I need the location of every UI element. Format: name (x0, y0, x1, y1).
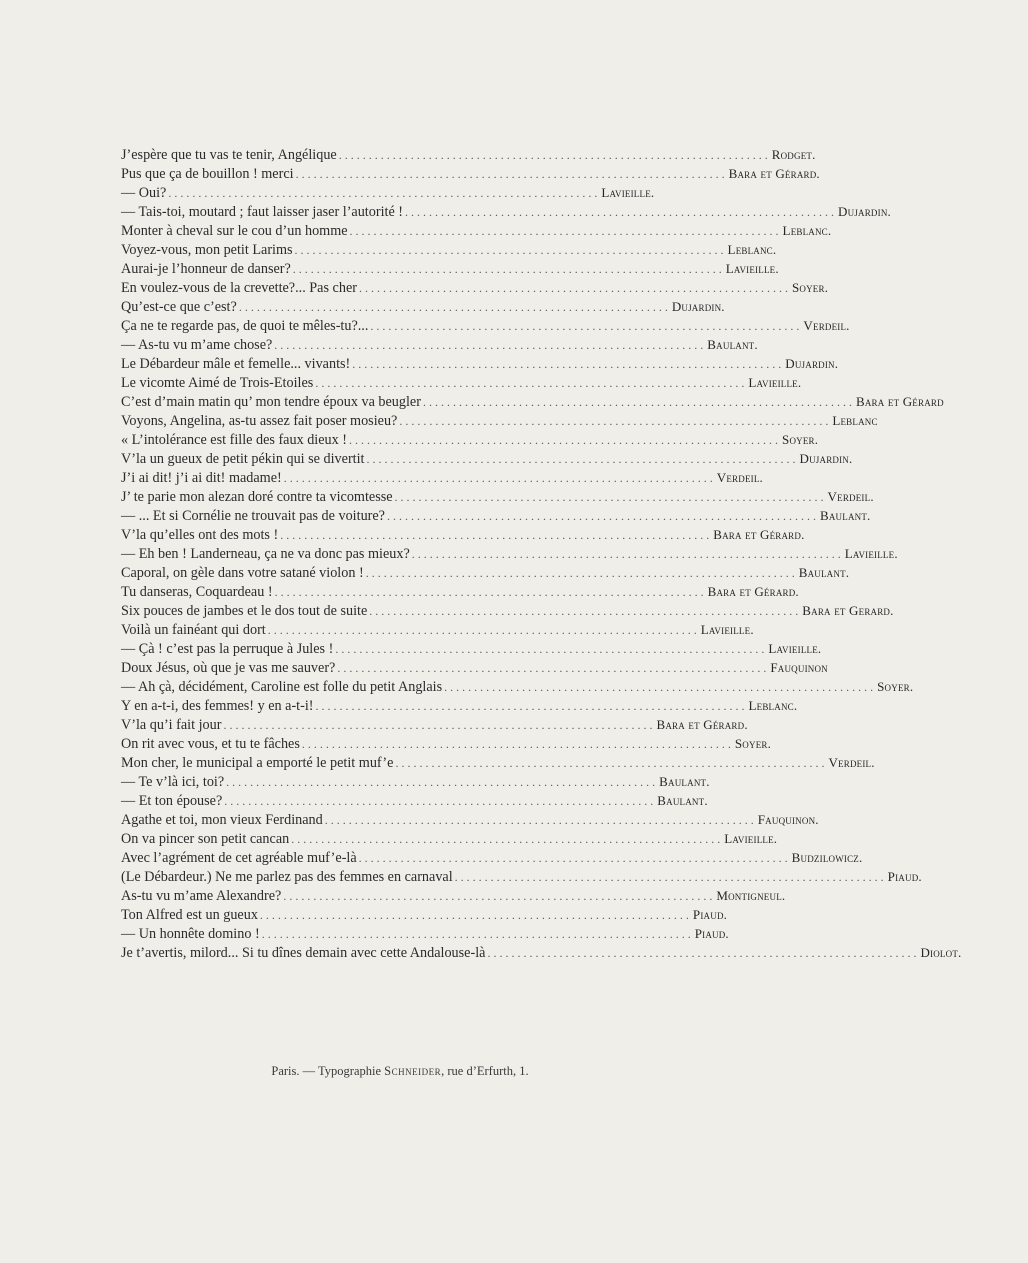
entry-quote: Je t’avertis, milord... Si tu dînes demain avec cette Andalouse-là (121, 945, 486, 961)
index-entry (121, 829, 778, 848)
index-entry (121, 886, 786, 905)
entry-author: Piaud. (694, 926, 729, 941)
entry-author: Baulant. (798, 565, 850, 580)
entry-quote: Tu danseras, Coquardeau ! (121, 584, 273, 600)
index-entry (121, 867, 922, 886)
index-entry (121, 696, 798, 715)
dot-leader (370, 317, 799, 336)
entry-author: Soyer. (791, 280, 829, 295)
index-entry (121, 715, 748, 734)
dot-leader (423, 393, 852, 412)
entry-author: Soyer. (877, 679, 914, 694)
index-entry (121, 278, 829, 297)
index-entry (121, 392, 944, 411)
index-entry (121, 487, 874, 506)
entry-quote: On rit avec vous, et tu te fâches (121, 736, 300, 752)
entry-quote: — Eh ben ! Landerneau, ça ne va donc pas mieux? (121, 546, 410, 562)
index-entry (121, 924, 729, 943)
entry-quote: — As-tu vu m’ame chose? (121, 337, 273, 353)
entry-author: Bara et Gérard. (728, 166, 820, 181)
dot-leader (349, 431, 778, 450)
entry-author: Lavieille. (768, 641, 822, 656)
printer-imprint (0, 1064, 800, 1079)
index-entry (121, 734, 772, 753)
entry-author: Bara et Gérard. (707, 584, 799, 599)
entry-author: Piaud. (692, 907, 728, 922)
index-entry (121, 772, 710, 791)
imprint-suffix: , rue d’Erfurth, 1. (441, 1064, 529, 1078)
dot-leader (352, 355, 781, 374)
entry-quote: Voilà un fainéant qui dort (121, 622, 266, 638)
entry-author: Lavieille. (725, 261, 779, 276)
dot-leader (274, 336, 703, 355)
entry-quote: Pus que ça de bouillon ! merci (121, 166, 294, 182)
index-entry (121, 449, 853, 468)
index-entry (121, 677, 914, 696)
entry-author: Dujardin. (671, 299, 725, 314)
entry-quote: J’i ai dit! j’i ai dit! madame! (121, 470, 282, 486)
entry-author: Baulant. (707, 337, 758, 352)
entry-author: Verdeil. (828, 755, 875, 770)
entry-author: Lavieille. (748, 375, 802, 390)
entry-quote: Le Débardeur mâle et femelle... vivants! (121, 356, 351, 372)
entry-author: Baulant. (819, 508, 871, 523)
entry-author: Verdeil. (716, 470, 763, 485)
dot-leader (315, 374, 744, 393)
entry-author: Budzilowicz. (791, 850, 863, 865)
entry-quote: Voyez-vous, mon petit Larims (121, 242, 293, 258)
entry-quote: C’est d’main matin qu’ mon tendre époux va beugler (121, 394, 421, 410)
index-entry (121, 544, 898, 563)
entry-quote: Aurai-je l’honneur de danser? (121, 261, 291, 277)
entry-quote: J’espère que tu vas te tenir, Angélique (121, 147, 337, 163)
dot-leader (325, 811, 754, 830)
entry-quote: En voulez-vous de la crevette?... Pas cher (121, 280, 357, 296)
index-entry (121, 905, 728, 924)
dot-leader (455, 868, 884, 887)
entry-quote: — Te v’là ici, toi? (121, 774, 225, 790)
dot-leader (350, 222, 779, 241)
dot-leader (487, 944, 916, 963)
index-entry (121, 202, 891, 221)
entry-quote: Caporal, on gèle dans votre satané violon ! (121, 565, 364, 581)
entry-quote: Ça ne te regarde pas, de quoi te mêles-tu?... (121, 318, 369, 334)
entry-quote: Le vicomte Aimé de Trois-Etoiles (121, 375, 314, 391)
dot-leader (359, 279, 788, 298)
dot-leader (239, 298, 668, 317)
dot-leader (367, 450, 796, 469)
dot-leader (168, 184, 597, 203)
entry-quote: — Et ton épouse? (121, 793, 223, 809)
index-entry (121, 183, 681, 202)
index-entry (121, 411, 878, 430)
entry-quote: As-tu vu m’ame Alexandre? (121, 888, 282, 904)
entry-quote: On va pincer son petit cancan (121, 831, 290, 847)
entry-author: Montigneul. (716, 888, 786, 903)
dot-leader (296, 165, 725, 184)
entry-author: Dujardin. (785, 356, 839, 371)
entry-author: Bara et Gérard. (713, 527, 805, 542)
entry-quote: — Ah çà, décidément, Caroline est folle du petit Anglais (121, 679, 443, 695)
dot-leader (268, 621, 697, 640)
entry-author: Rodget. (771, 147, 816, 162)
dot-leader (335, 640, 764, 659)
entry-quote: — Un honnête domino ! (121, 926, 260, 942)
entry-author: Lavieille. (844, 546, 898, 561)
entry-author: Fauquinon (770, 660, 828, 675)
dot-leader (223, 716, 652, 735)
entry-quote: Y en a-t-i, des femmes! y en a-t-i! (121, 698, 314, 714)
index-entry (121, 221, 832, 240)
dot-leader (359, 849, 788, 868)
index-entry (121, 430, 819, 449)
entry-quote: V’la un gueux de petit pékin qui se divertit (121, 451, 365, 467)
index-entry (121, 639, 822, 658)
entry-author: Piaud. (887, 869, 922, 884)
index-entry (121, 259, 779, 278)
entry-author: Dujardin. (799, 451, 853, 466)
entry-author: Fauquinon. (757, 812, 819, 827)
entry-quote: — Çà ! c’est pas la perruque à Jules ! (121, 641, 334, 657)
entry-quote: Ton Alfred est un gueux (121, 907, 258, 923)
dot-leader (412, 545, 841, 564)
entry-quote: V’la qu’elles ont des mots ! (121, 527, 279, 543)
entry-author: Diolot. (920, 945, 962, 960)
entry-quote: — Tais-toi, moutard ; faut laisser jaser l’autorité ! (121, 204, 404, 220)
entry-quote: — ... Et si Cornélie ne trouvait pas de voiture? (121, 508, 385, 524)
entry-author: Lavieille. (724, 831, 778, 846)
dot-leader (316, 697, 745, 716)
index-entry (121, 164, 820, 183)
dot-leader (369, 602, 798, 621)
entry-author: Lavieille. (601, 185, 655, 200)
entry-author: Verdeil. (803, 318, 850, 333)
dot-leader (444, 678, 873, 697)
index-entry (121, 373, 802, 392)
entry-author: Bara et Gérard. (656, 717, 748, 732)
index-entry (121, 943, 962, 962)
entry-quote: Avec l’agrément de cet agréable muf’e-là (121, 850, 357, 866)
index-entry (121, 468, 763, 487)
entry-author: Baulant. (659, 774, 710, 789)
entry-author: Dujardin. (838, 204, 891, 219)
dot-leader (339, 146, 768, 165)
index-entry (121, 240, 777, 259)
index-entry (121, 316, 850, 335)
entry-author: Soyer. (782, 432, 819, 447)
entry-author: Baulant. (657, 793, 708, 808)
entry-author: Leblanc. (727, 242, 777, 257)
entry-author: Bara et Gerard. (802, 603, 894, 618)
index-entry (121, 620, 754, 639)
index-entry (121, 582, 799, 601)
entry-quote: Voyons, Angelina, as-tu assez fait poser mosieu? (121, 413, 398, 429)
dot-leader (260, 906, 689, 925)
dot-leader (405, 203, 834, 222)
entry-author: Leblanc. (748, 698, 798, 713)
index-entry (121, 145, 816, 164)
entry-quote: V’la qu’i fait jour (121, 717, 222, 733)
entry-author: Soyer. (734, 736, 772, 751)
dot-leader (302, 735, 731, 754)
entry-quote: « L’intolérance est fille des faux dieux ! (121, 432, 348, 448)
quote-index (121, 145, 962, 962)
dot-leader (295, 241, 724, 260)
entry-quote: Doux Jésus, où que je vas me sauver? (121, 660, 336, 676)
imprint-prefix: Paris. — Typographie (271, 1064, 382, 1078)
dot-leader (387, 507, 816, 526)
dot-leader (283, 887, 712, 906)
dot-leader (280, 526, 709, 545)
index-entry (121, 848, 863, 867)
entry-quote: (Le Débardeur.) Ne me parlez pas des femmes en carnaval (121, 869, 453, 885)
dot-leader (399, 412, 828, 431)
index-entry (121, 658, 828, 677)
entry-author: Lavieille. (700, 622, 754, 637)
index-entry (121, 753, 875, 772)
dot-leader (395, 488, 824, 507)
index-entry (121, 354, 839, 373)
entry-quote: Monter à cheval sur le cou d’un homme (121, 223, 348, 239)
dot-leader (275, 583, 704, 602)
index-entry (121, 525, 805, 544)
dot-leader (262, 925, 691, 944)
index-entry (121, 601, 894, 620)
dot-leader (291, 830, 720, 849)
entry-author: Verdeil. (827, 489, 874, 504)
index-entry (121, 791, 708, 810)
index-entry (121, 335, 758, 354)
entry-quote: J’ te parie mon alezan doré contre ta vicomtesse (121, 489, 393, 505)
dot-leader (293, 260, 722, 279)
entry-quote: Agathe et toi, mon vieux Ferdinand (121, 812, 323, 828)
index-entry (121, 810, 819, 829)
dot-leader (226, 773, 655, 792)
entry-author: Leblanc. (782, 223, 832, 238)
dot-leader (224, 792, 653, 811)
dot-leader (284, 469, 713, 488)
entry-author: Leblanc (832, 413, 878, 428)
entry-quote: Six pouces de jambes et le dos tout de suite (121, 603, 368, 619)
entry-quote: — Oui? (121, 185, 167, 201)
dot-leader (395, 754, 824, 773)
entry-author: Bara et Gérard (855, 394, 944, 409)
index-entry (121, 506, 871, 525)
imprint-printer: Schneider (384, 1064, 442, 1078)
entry-quote: Qu’est-ce que c’est? (121, 299, 237, 315)
dot-leader (337, 659, 766, 678)
dot-leader (366, 564, 795, 583)
entry-quote: Mon cher, le municipal a emporté le petit muf’e (121, 755, 394, 771)
index-entry (121, 563, 850, 582)
index-entry (121, 297, 725, 316)
